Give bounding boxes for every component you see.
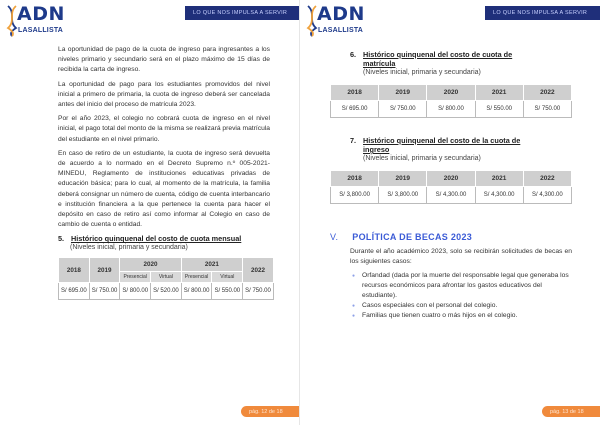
table-cell: S/ 3,800.00 [331,187,379,204]
year-header: 2021 [475,85,523,101]
enrollment-fee-table [330,84,572,118]
paragraph: En caso de retiro de un estudiante, la cuota de ingreso será devuelta de acuerdo a lo normado en el Decreto Supremo n.º 005-2021-MINEDU, Reglamento de instituciones educativas privadas de educación básica; para lo cual, al momento de la matrícula, la familia deberá consignar un número de cuenta, código de cuenta interbancario e institución financiera a la que pertenece la cuenta para hacer el depósito en caso de retiro así como informar al Colegio en caso de cambio de cuenta o entidad. [58,149,270,229]
section-number: 6. [350,50,357,59]
year-header: 2018 [331,171,379,187]
paragraph: La oportunidad de pago de la cuota de ingreso para ingresantes a los niveles primario y secundario será en el plazo máximo de 15 días de recibida la carta de ingreso. [58,46,270,74]
section-heading [330,136,572,154]
table-cell: S/ 550.00 [475,101,523,118]
section-title: Histórico quinquenal del costo de cuota de matrícula [363,50,513,68]
section-number: 5. [58,234,65,244]
section-6 [330,48,572,118]
section-number: 7. [350,136,357,145]
section-subtitle: (Niveles inicial, primaria y secundaria) [363,155,481,162]
paragraph: La oportunidad de pago para los estudiantes promovidos del nivel inicial a primero de primaria, la cuota de ingreso deberá ser cancelada antes del inicio del proceso de matrícula 2023. [58,80,270,109]
year-header: 2022 [523,85,571,101]
year-header: 2022 [243,258,274,283]
entry-fee-table [330,170,572,204]
school-logo [6,5,64,39]
table-cell: S/ 4,300.00 [475,187,523,204]
list-item: ● Familias que tienen cuatro o más hijos en el colegio. [350,311,572,321]
table-cell: S/ 800.00 [181,283,212,300]
mode-header: Virtual [151,272,182,283]
header-band: LO QUE NOS IMPULSA A SERVIR [485,6,600,20]
left-content [58,45,270,300]
mode-header: Virtual [212,272,243,283]
bullet-list [330,271,572,321]
logo-subtitle: LASALLISTA [18,27,64,34]
section-subtitle: (Niveles inicial, primaria y secundaria) [363,69,481,76]
year-header: 2018 [59,258,90,283]
table-cell: S/ 4,300.00 [523,187,571,204]
year-header: 2019 [379,85,427,101]
year-header: 2020 [120,258,181,272]
logo-title: ADN [317,3,365,25]
section-title: Histórico quinquenal del costo de la cuota de ingreso [363,136,521,154]
school-logo [306,5,364,39]
mode-header: Presencial [120,272,151,283]
section-number: V. [330,232,339,242]
table-cell: S/ 750.00 [89,283,120,300]
table-cell: S/ 750.00 [379,101,427,118]
year-header: 2020 [427,85,475,101]
table-row [331,101,572,118]
table-cell: S/ 695.00 [59,283,90,300]
year-header: 2019 [379,171,427,187]
list-item: ● Casos especiales con el personal del colegio. [350,301,572,311]
year-header: 2022 [523,171,571,187]
table-cell: S/ 3,800.00 [379,187,427,204]
section-title: Histórico quinquenal del costo de cuota mensual [71,234,242,244]
monthly-fee-table [58,257,274,300]
table-row [331,187,572,204]
section-7 [330,134,572,204]
section-subtitle: (Niveles inicial, primaria y secundaria) [70,244,188,252]
table-cell: S/ 695.00 [331,101,379,118]
table-cell: S/ 4,300.00 [427,187,475,204]
paragraph: Por el año 2023, el colegio no cobrará cuota de ingreso en el nivel inicial, el pago total del monto de la misma se realizará previa matrícula del estudiante en el nivel primario. [58,115,270,143]
year-header: 2020 [427,171,475,187]
table-cell: S/ 800.00 [427,101,475,118]
table-row [59,283,274,300]
list-item: ● Orfandad (dada por la muerte del responsable legal que generaba los recursos económicos para afrontar los gastos educativos del estudiante). [350,271,572,301]
table-cell: S/ 750.00 [243,283,274,300]
section-heading [58,234,270,243]
paragraph: Durante el año académico 2023, solo se recibirán solicitudes de becas en los siguientes casos: [350,248,572,266]
year-header: 2021 [475,171,523,187]
section-heading [330,232,572,242]
logo-subtitle: LASALLISTA [318,27,364,34]
header-band: LO QUE NOS IMPULSA A SERVIR [185,6,300,20]
year-header: 2019 [89,258,120,283]
right-page [300,0,600,425]
page-number: pág. 12 de 18 [241,406,299,417]
section-heading [330,50,572,68]
page-number: pág. 13 de 18 [542,406,600,417]
year-header: 2021 [181,258,242,272]
table-cell: S/ 520.00 [151,283,182,300]
scholarship-section [330,232,572,321]
logo-title: ADN [17,3,65,25]
section-title: POLÍTICA DE BECAS 2023 [352,232,473,242]
year-header: 2018 [331,85,379,101]
mode-header: Presencial [181,272,212,283]
table-cell: S/ 800.00 [120,283,151,300]
table-cell: S/ 550.00 [212,283,243,300]
table-cell: S/ 750.00 [523,101,571,118]
